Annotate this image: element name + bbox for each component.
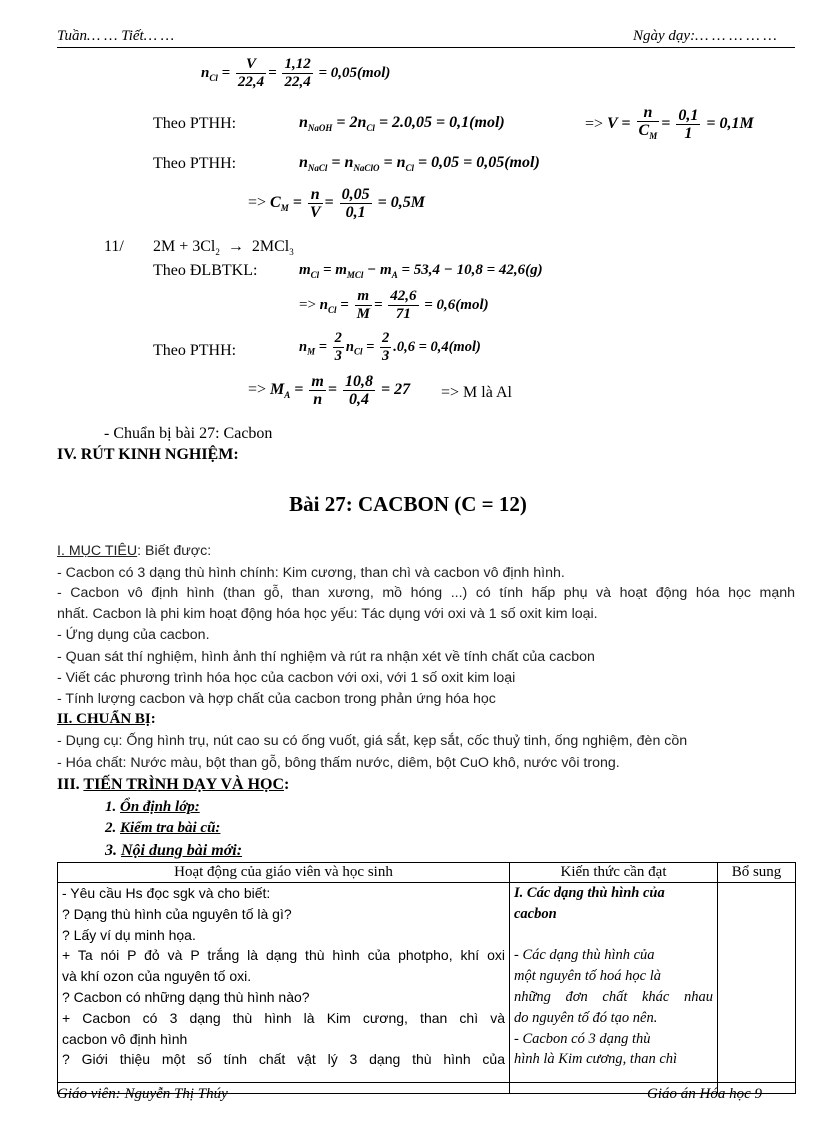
prep-chemicals: - Hóa chất: Nước màu, bột than gỗ, bông thấm nước, diêm, bột CuO khô, nước vôi trong. xyxy=(57,755,620,771)
lesson-table xyxy=(57,862,796,1094)
activity-line: ? Lấy ví dụ minh họa. xyxy=(62,926,196,943)
knowledge-heading-cont: cacbon xyxy=(514,905,557,922)
label-theo-pthh-2: Theo PTHH: xyxy=(153,155,237,172)
activity-line: ? Dạng thù hình của nguyên tố là gì? xyxy=(62,905,292,922)
activity-line: ? Cacbon có những dạng thù hình nào? xyxy=(62,988,310,1005)
equation-molar-mass: => $M_A$ = $\frac{m}{n}$ = $\frac{10,8}{0,4}$ = 27 xyxy=(248,373,411,408)
objective-1: - Cacbon có 3 dạng thù hình chính: Kim cương, than chì và cacbon vô định hình. xyxy=(57,565,565,581)
header-rule xyxy=(57,47,795,48)
objective-2: - Cacbon vô định hình (than gỗ, than xương, mồ hóng ...) có tính hấp phụ và hoạt động hóa học mạnh xyxy=(57,585,795,601)
equation-cm: => $C_M$ = $\frac{n}{V}$ = $\frac{0,05}{0,1}$ = 0,5M xyxy=(248,186,425,221)
knowledge-cell xyxy=(510,883,718,1094)
conclusion-metal: => M là Al xyxy=(441,384,512,401)
knowledge-line: một nguyên tố hoá học là xyxy=(514,968,661,985)
page-footer-right: Giáo án Hóa học 9 xyxy=(647,1086,762,1102)
page-header-right: Ngày dạy:… … … … … xyxy=(633,28,777,44)
activity-line: + Cacbon có 3 dạng thù hình là Kim cương, than chì và xyxy=(62,1009,505,1026)
step-3: 3. Nội dung bài mới: xyxy=(105,842,243,859)
equation-n-m: $n_M$ = $\frac{2}{3}$ $n_{Cl}$ = $\frac{2}{3}$ .0,6 = 0,4(mol) xyxy=(299,330,481,364)
knowledge-spacer xyxy=(514,925,713,946)
lesson-title: Bài 27: CACBON (C = 12) xyxy=(289,492,527,516)
equation-volume: => V = $\frac{n}{C_M}$ = $\frac{0,1}{1}$ = 0,1M xyxy=(585,104,754,143)
activity-line: + Ta nói P đỏ và P trắng là dạng thù hình của photpho, khí oxi xyxy=(62,947,505,964)
objective-3: - Ứng dụng của cacbon. xyxy=(57,627,210,643)
table-row xyxy=(58,883,796,1094)
supplement-cell xyxy=(718,883,796,1094)
section-iv-heading: IV. RÚT KINH NGHIỆM: xyxy=(57,446,239,463)
activities-cell xyxy=(58,883,510,1094)
label-theo-pthh-3: Theo PTHH: xyxy=(153,342,237,359)
activity-line: cacbon vô định hình xyxy=(62,1030,188,1047)
knowledge-line: - Cacbon có 3 dạng thù xyxy=(514,1030,651,1047)
equation-m-cl2: $m_{Cl} = m_{MCl} - m_A = 53,4 - 10,8 = 42,6(g)$ xyxy=(299,262,543,280)
knowledge-line: do nguyên tố đó tạo nên. xyxy=(514,1009,658,1026)
objective-5: - Viết các phương trình hóa học của cacbon với oxi, với 1 số oxit kim loại xyxy=(57,670,516,686)
knowledge-line: - Các dạng thù hình của xyxy=(514,947,655,964)
section-i-heading: I. MỤC TIÊU: Biết được: xyxy=(57,543,212,559)
question-11-reaction: $2M + 3Cl_2 \to 2MCl_3$ xyxy=(153,238,294,258)
objective-6: - Tính lượng cacbon và hợp chất của cacbon trong phản ứng hóa học xyxy=(57,691,496,707)
section-iii-heading: III. TIẾN TRÌNH DẠY VÀ HỌC: xyxy=(57,776,290,793)
step-1: 1. Ổn định lớp: xyxy=(105,799,200,815)
activity-line: và khí ozon của nguyên tố oxi. xyxy=(62,968,252,985)
page-header-left: Tuần… … Tiết… … xyxy=(57,28,175,44)
equation-n-naoh: $n_{NaOH} = 2n_{Cl} = 2.0,05 = 0,1(mol)$ xyxy=(299,114,505,134)
page-footer-left: Giáo viên: Nguyễn Thị Thúy xyxy=(57,1086,228,1102)
activity-line: - Yêu cầu Hs đọc sgk và cho biết: xyxy=(62,885,271,901)
step-2: 2. Kiểm tra bài cũ: xyxy=(105,820,221,836)
header-activities: Hoạt động của giáo viên và học sinh xyxy=(58,863,510,883)
prepare-next-lesson: - Chuẩn bị bài 27: Cacbon xyxy=(104,425,273,442)
header-knowledge: Kiến thức cần đạt xyxy=(510,863,718,883)
section-ii-heading: II. CHUẨN BỊ: xyxy=(57,711,156,727)
activity-line: ? Giới thiệu một số tính chất vật lý 3 dạng thù hình của xyxy=(62,1051,505,1068)
knowledge-line: hình là Kim cương, than chì xyxy=(514,1051,678,1068)
equation-n-cl2-mass: => $n_{Cl}$ = $\frac{m}{M}$ = $\frac{42,6}{71}$ = 0,6(mol) xyxy=(299,288,489,322)
equation-n-nacl: $n_{NaCl} = n_{NaClO} = n_{Cl} = 0,05 = 0,05(mol)$ xyxy=(299,154,540,174)
question-11-number: 11/ xyxy=(104,238,124,255)
objective-2-cont: nhất. Cacbon là phi kim hoạt động hóa học yếu: Tác dụng với oxi và 1 số oxit kim loại. xyxy=(57,606,598,622)
equation-n-cl2: $n_{Cl}$ = $\frac{V}{22,4}$ = $\frac{1,12}{22,4}$ = 0,05(mol) xyxy=(201,56,391,90)
knowledge-line: những đơn chất khác nhau xyxy=(514,988,713,1005)
objective-4: - Quan sát thí nghiệm, hình ảnh thí nghiệm và rút ra nhận xét về tính chất của cacbon xyxy=(57,649,595,665)
label-theo-pthh-1: Theo PTHH: xyxy=(153,115,237,132)
header-supplement: Bổ sung xyxy=(718,863,796,883)
knowledge-heading: I. Các dạng thù hình của xyxy=(514,885,665,901)
table-header-row xyxy=(58,863,796,883)
label-dlbtkl: Theo ĐLBTKL: xyxy=(153,262,258,279)
footer-rule xyxy=(57,1082,795,1083)
prep-equipment: - Dụng cụ: Ống hình trụ, nút cao su có ống vuốt, giá sắt, kẹp sắt, cốc thuỷ tinh, ống nghiệm, đèn cồn xyxy=(57,733,688,749)
